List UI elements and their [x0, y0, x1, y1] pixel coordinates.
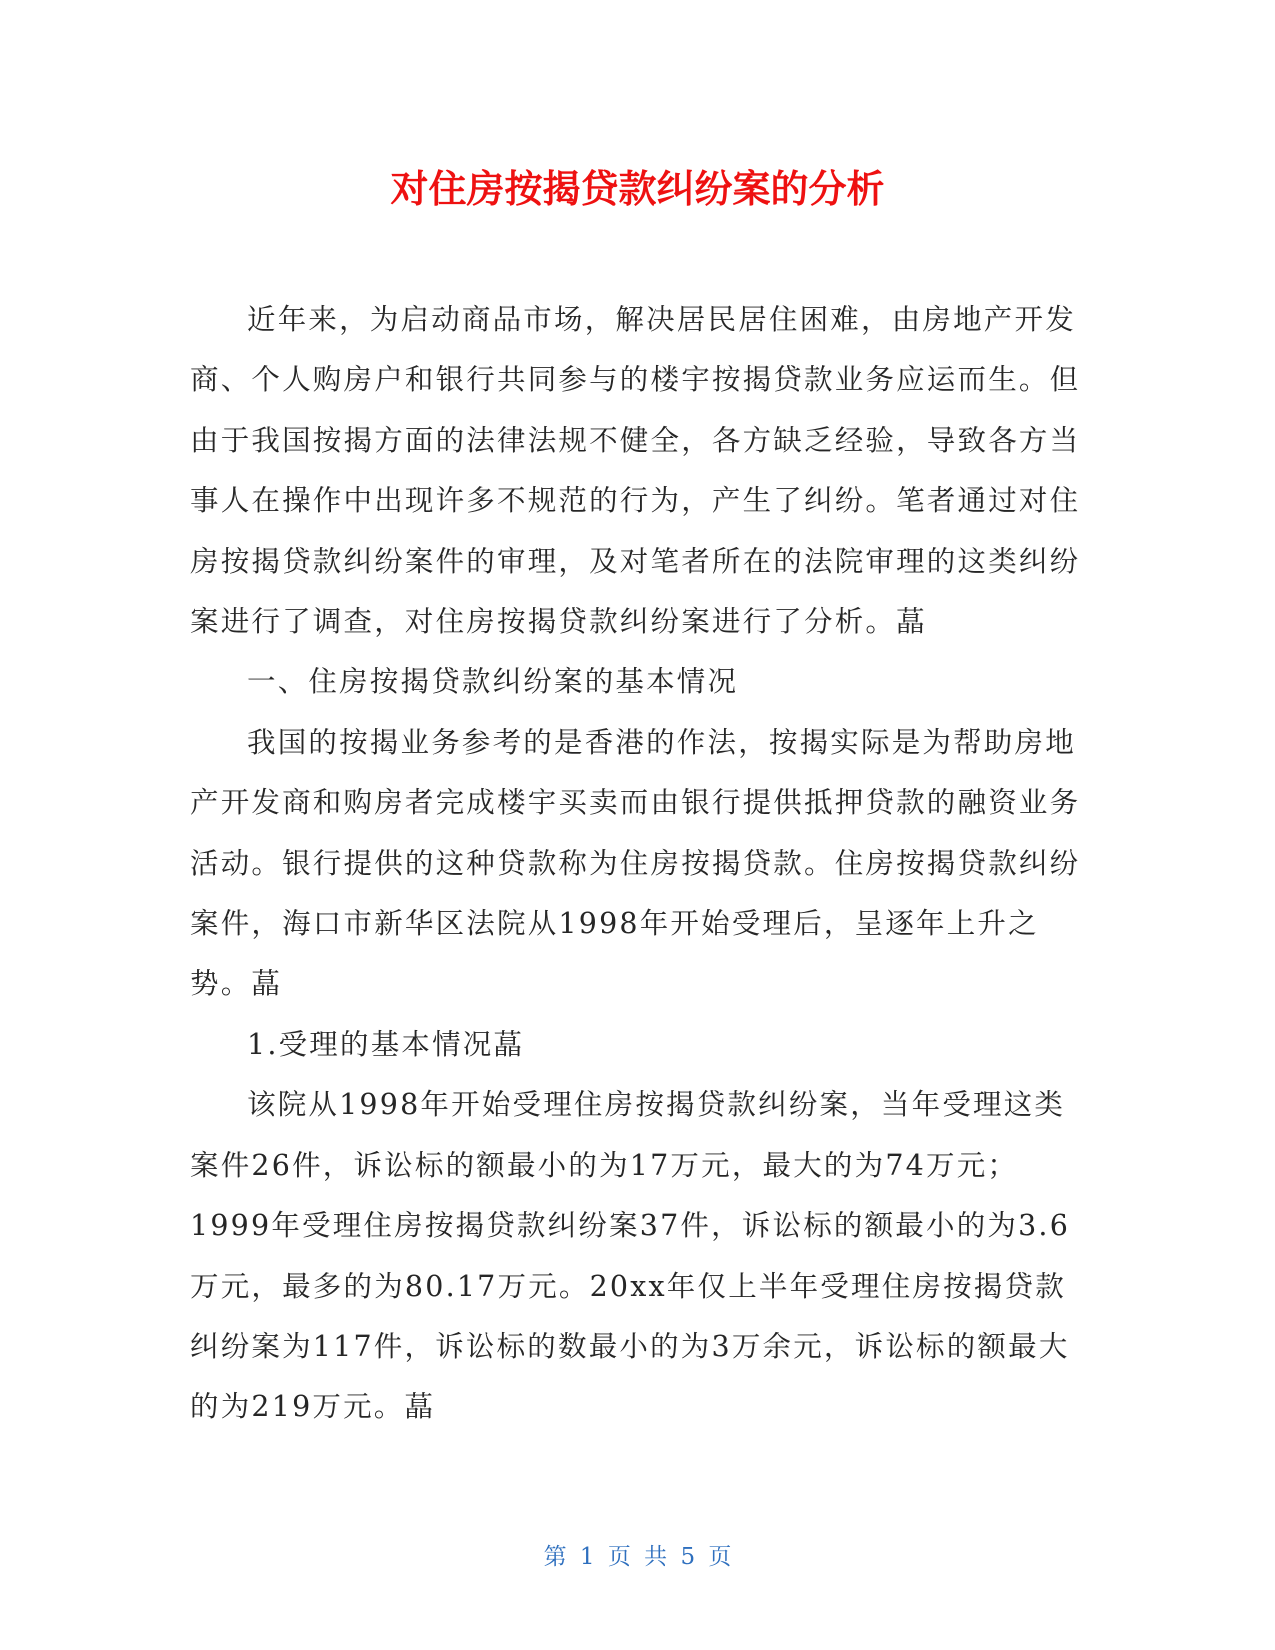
intro-paragraph: 近年来，为启动商品市场，解决居民居住困难，由房地产开发商、个人购房户和银行共同参与的楼宇按揭贷款业务应运而生。但由于我国按揭方面的法律法规不健全，各方缺乏经验，导致各方当事人在操作中出现许多不规范的行为，产生了纠纷。笔者通过对住房按揭贷款纠纷案件的审理，及对笔者所在的法院审理的这类纠纷案进行了调查，对住房按揭贷款纠纷案进行了分析。蕌	[190, 303, 1081, 639]
background-paragraph: 我国的按揭业务参考的是香港的作法，按揭实际是为帮助房地产开发商和购房者完成楼宇买卖而由银行提供抵押贷款的融资业务活动。银行提供的这种贷款称为住房按揭贷款。住房按揭贷款纠纷案件，海口市新华区法院从1998年开始受理后，呈逐年上升之势。蕌	[190, 725, 1081, 1001]
document-title: 对住房按揭贷款纠纷案的分析	[390, 167, 885, 211]
statistics-paragraph: 该院从1998年开始受理住房按揭贷款纠纷案，当年受理这类案件26件，诉讼标的额最小的为17万元，最大的为74万元；1999年受理住房按揭贷款纠纷案37件，诉讼标的额最小的为3.6万元，最多的为80.17万元。20xx年仅上半年受理住房按揭贷款纠纷案为117件，诉讼标的数最小的为3万余元，诉讼标的额最大的为219万元。蕌	[190, 1088, 1071, 1424]
page-number-footer: 第 1 页 共 5 页	[543, 1544, 732, 1570]
document-body	[190, 290, 1090, 1438]
section-heading-1: 一、住房按揭贷款纠纷案的基本情况	[247, 665, 739, 699]
subsection-heading-1: 1.受理的基本情况蕌	[247, 1027, 525, 1061]
